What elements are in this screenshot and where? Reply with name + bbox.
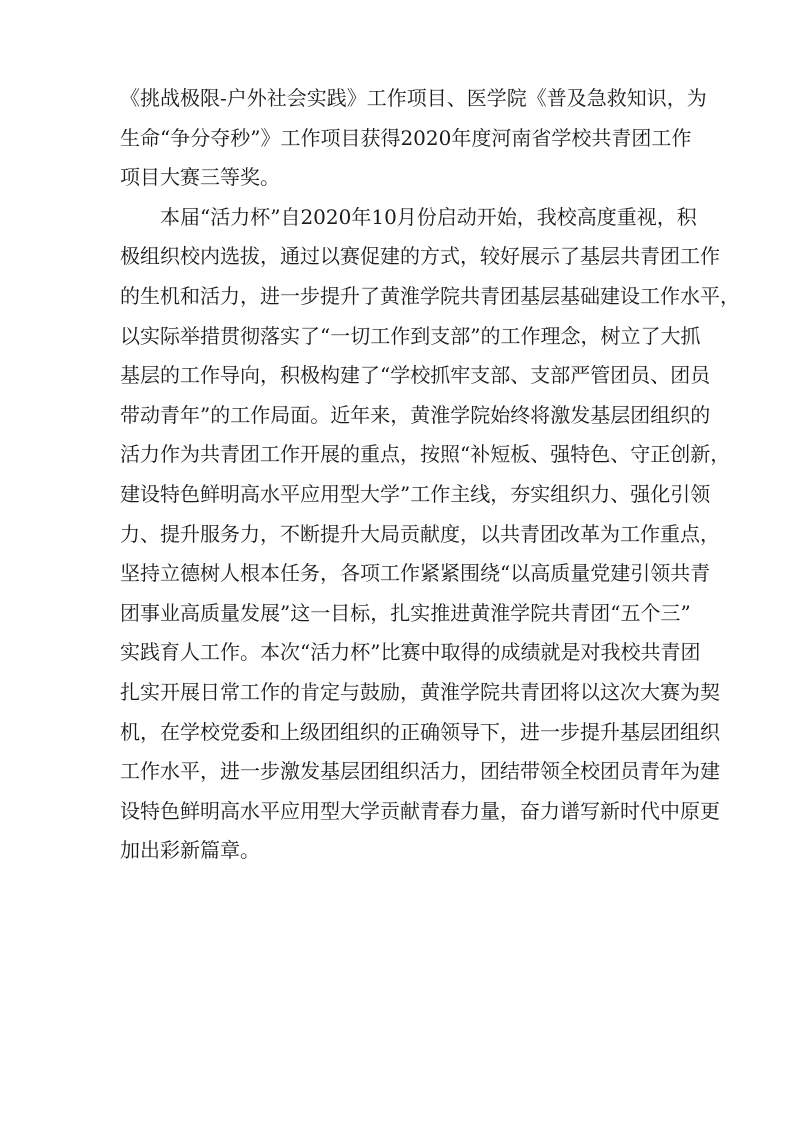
paragraph-2-line-16: 设特色鲜明高水平应用型大学贡献青春力量，奋力谱写新时代中原更 [120,798,720,823]
paragraph-2-line-10: 坚持立德树人根本任务，各项工作紧紧围绕“以高质量党建引领共青 [120,561,711,586]
paragraph-2-line-17: 加出彩新篇章。 [120,838,260,863]
paragraph-1-line-2: 生命“争分夺秒”》工作项目获得2020年度河南省学校共青团工作 [120,125,692,150]
paragraph-2-line-11: 团事业高质量发展”这一目标，扎实推进黄淮学院共青团“五个三” [120,600,691,625]
paragraph-2-line-2: 极组织校内选拔，通过以赛促建的方式，较好展示了基层共青团工作 [120,244,720,269]
paragraph-2-line-12: 实践育人工作。本次“活力杯”比赛中取得的成绩就是对我校共青团 [120,640,701,665]
paragraph-2-line-5: 基层的工作导向，积极构建了“学校抓牢支部、支部严管团员、团员 [120,363,711,388]
paragraph-1-line-1: 《挑战极限-户外社会实践》工作项目、医学院《普及急救知识，为 [120,86,707,110]
paragraph-2-line-7: 活力作为共青团工作开展的重点，按照“补短板、强特色、守正创新， [120,442,731,467]
paragraph-2-line-4: 以实际举措贯彻落实了“一切工作到支部”的工作理念，树立了大抓 [120,323,701,348]
paragraph-2-line-14: 机，在学校党委和上级团组织的正确领导下，进一步提升基层团组织 [120,719,720,744]
paragraph-2-line-15: 工作水平，进一步激发基层团组织活力，团结带领全校团员青年为建 [120,759,720,784]
paragraph-2-line-9: 力、提升服务力，不断提升大局贡献度，以共青团改革为工作重点， [120,521,720,546]
paragraph-2-line-3: 的生机和活力，进一步提升了黄淮学院共青团基层基础建设工作水平， [120,283,740,308]
paragraph-1-line-3: 项目大赛三等奖。 [120,165,280,190]
paragraph-2-line-1: 本届“活力杯”自2020年10月份启动开始，我校高度重视，积 [120,204,697,229]
body-text [120,79,740,871]
paragraph-2-line-6: 带动青年”的工作局面。近年来，黄淮学院始终将激发基层团组织的 [120,402,711,427]
paragraph-2-line-13: 扎实开展日常工作的肯定与鼓励，黄淮学院共青团将以这次大赛为契 [120,679,720,704]
paragraph-2-line-8: 建设特色鲜明高水平应用型大学”工作主线，夯实组织力、强化引领 [120,481,711,506]
